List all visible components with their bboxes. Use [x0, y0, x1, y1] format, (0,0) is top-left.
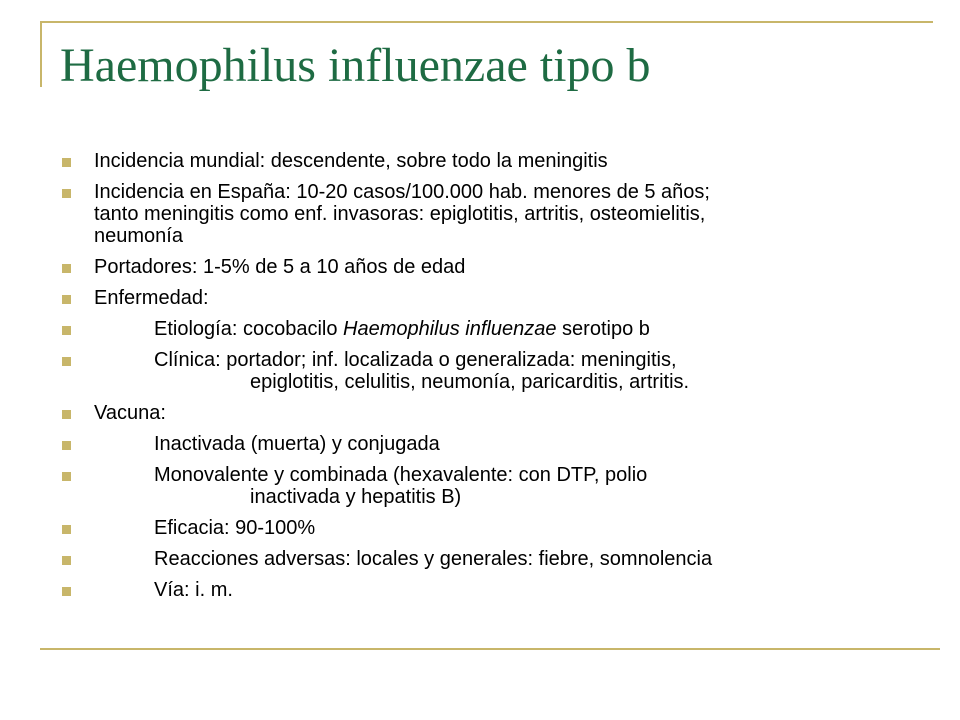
bullet-text: Clínica: portador; inf. localizada o generalizada: meningitis, — [154, 349, 677, 371]
square-bullet-icon — [62, 295, 71, 304]
bullet-item — [62, 287, 922, 309]
bullet-text: neumonía — [94, 225, 183, 247]
bullet-text: Incidencia en España: 10-20 casos/100.000 hab. menores de 5 años; — [94, 181, 710, 203]
bullet-text: Reacciones adversas: locales y generales: fiebre, somnolencia — [154, 548, 713, 570]
square-bullet-icon — [62, 410, 71, 419]
bullet-item — [62, 318, 922, 340]
bullet-text: Eficacia: 90-100% — [154, 517, 316, 539]
bullet-text: Vacuna: — [94, 402, 166, 424]
square-bullet-icon — [62, 587, 71, 596]
square-bullet-icon — [62, 472, 71, 481]
square-bullet-icon — [62, 525, 71, 534]
bullet-text: Portadores: 1-5% de 5 a 10 años de edad — [94, 256, 466, 278]
frame-bottom-line — [40, 648, 940, 650]
square-bullet-icon — [62, 441, 71, 450]
bullet-text: Incidencia mundial: descendente, sobre todo la meningitis — [94, 150, 608, 172]
bullet-text: epiglotitis, celulitis, neumonía, paricarditis, artritis. — [250, 371, 690, 393]
bullet-item — [62, 548, 922, 570]
bullet-item — [62, 349, 922, 393]
bullet-item — [62, 181, 922, 247]
bullet-text-part: Etiología: cocobacilo — [154, 318, 344, 340]
bullet-text: Vía: i. m. — [154, 579, 233, 601]
species-name: Haemophilus influenzae — [343, 318, 557, 340]
bullet-list — [62, 150, 922, 610]
bullet-text — [154, 318, 922, 340]
bullet-text: tanto meningitis como enf. invasoras: epiglotitis, artritis, osteomielitis, — [94, 203, 706, 225]
frame-top-line — [40, 21, 933, 23]
bullet-item — [62, 579, 922, 601]
bullet-item — [62, 150, 922, 172]
frame-left-line — [40, 21, 42, 87]
bullet-text: Inactivada (muerta) y conjugada — [154, 433, 440, 455]
square-bullet-icon — [62, 556, 71, 565]
bullet-text: inactivada y hepatitis B) — [250, 486, 462, 508]
slide-title: Haemophilus influenzae tipo b — [60, 39, 651, 92]
bullet-item — [62, 517, 922, 539]
bullet-item — [62, 256, 922, 278]
square-bullet-icon — [62, 357, 71, 366]
bullet-text: Monovalente y combinada (hexavalente: con DTP, polio — [154, 464, 648, 486]
bullet-item — [62, 464, 922, 508]
square-bullet-icon — [62, 326, 71, 335]
bullet-text: Enfermedad: — [94, 287, 209, 309]
square-bullet-icon — [62, 189, 71, 198]
bullet-item — [62, 402, 922, 424]
bullet-item — [62, 433, 922, 455]
bullet-text-part: serotipo b — [556, 318, 650, 340]
square-bullet-icon — [62, 158, 71, 167]
square-bullet-icon — [62, 264, 71, 273]
